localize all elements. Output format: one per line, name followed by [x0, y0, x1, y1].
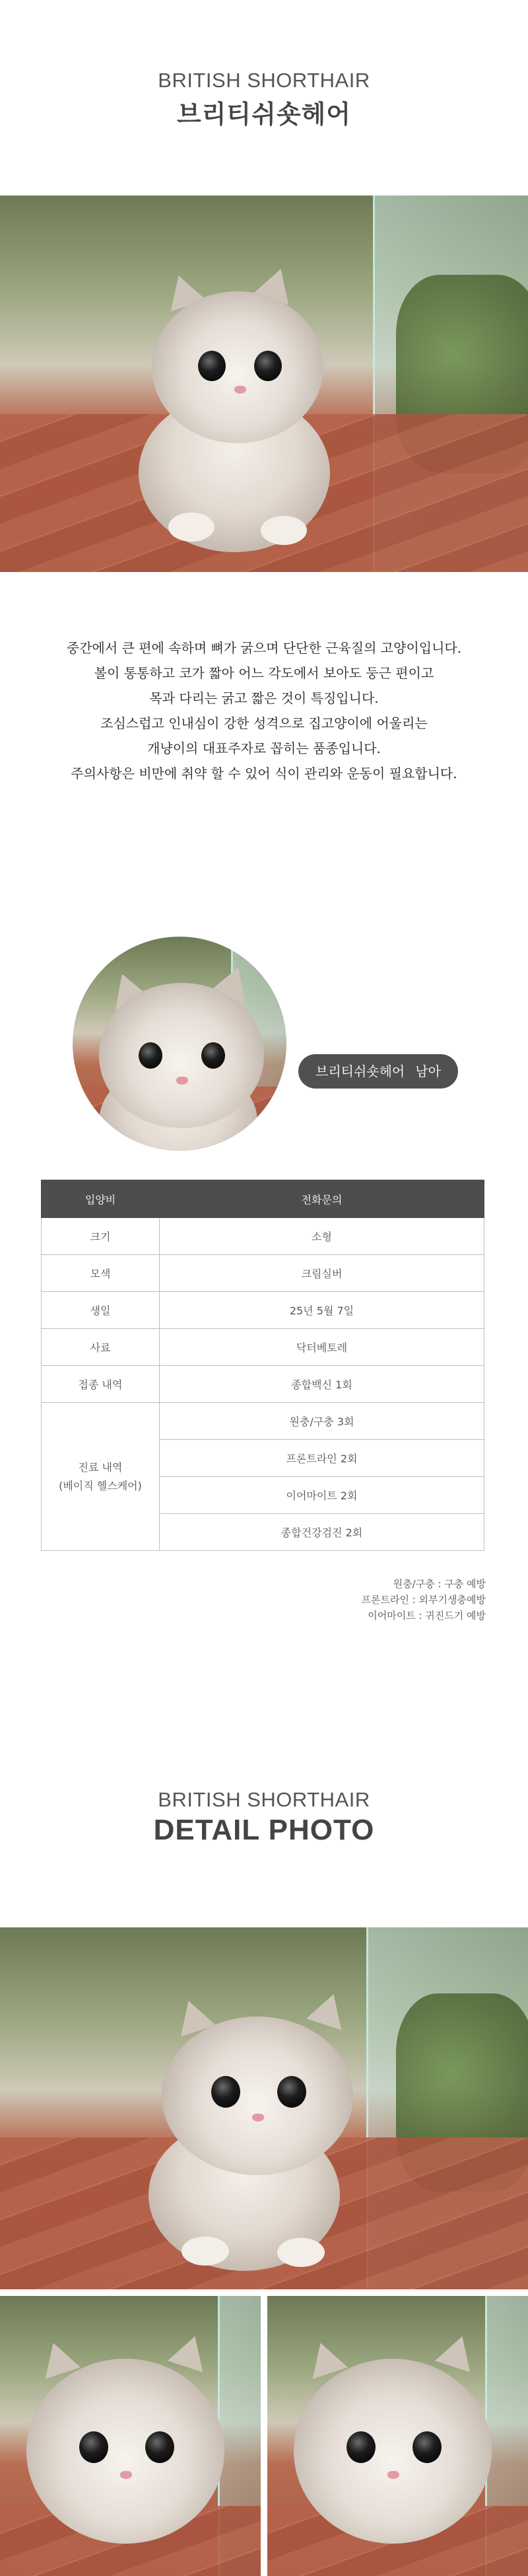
kitten-info-table — [41, 1180, 484, 1551]
row-value: 소형 — [160, 1218, 484, 1255]
care-history-label-line1: 진료 내역 — [78, 1460, 123, 1474]
breed-description — [0, 635, 528, 786]
care-item: 이어마이트 2회 — [160, 1477, 484, 1514]
detail-kitten-photo-left — [0, 2296, 261, 2576]
table-row — [42, 1366, 484, 1403]
sex-label: 남아 — [415, 1063, 441, 1079]
note-line: 이어마이트 : 귀진드기 예방 — [368, 1610, 486, 1622]
care-history-label — [42, 1403, 160, 1551]
hero-kitten-photo — [0, 196, 528, 572]
description-line: 조심스럽고 인내심이 강한 성격으로 집고양이에 어울리는 — [100, 715, 428, 731]
row-label: 생일 — [42, 1292, 160, 1329]
breed-sex-badge — [298, 1054, 458, 1089]
care-item: 원충/구충 3회 — [160, 1403, 484, 1440]
row-value: 크림실버 — [160, 1255, 484, 1292]
row-label: 접종 내역 — [42, 1366, 160, 1403]
profile-kitten-photo — [73, 937, 286, 1151]
row-value: 25년 5월 7일 — [160, 1292, 484, 1329]
page-title: 브리티쉬숏헤어 — [177, 100, 351, 129]
care-notes — [362, 1576, 486, 1624]
description-line: 개냥이의 대표주자로 꼽히는 품종입니다. — [147, 740, 381, 756]
table-row — [42, 1292, 484, 1329]
note-line: 프론트라인 : 외부기생충예방 — [361, 1594, 486, 1606]
note-line: 원충/구충 : 구충 예방 — [393, 1578, 486, 1590]
adoption-fee-value: 전화문의 — [160, 1180, 484, 1218]
breed-english-subtitle: BRITISH SHORTHAIR — [158, 69, 370, 92]
care-item: 프론트라인 2회 — [160, 1440, 484, 1477]
table-row — [42, 1255, 484, 1292]
care-item: 종합건강검진 2회 — [160, 1514, 484, 1551]
detail-english-subtitle: BRITISH SHORTHAIR — [158, 1788, 370, 1811]
row-label: 모색 — [42, 1255, 160, 1292]
row-value: 닥터베토레 — [160, 1329, 484, 1366]
description-line: 볼이 통통하고 코가 짧아 어느 각도에서 보아도 둥근 편이고 — [94, 665, 434, 681]
detail-kitten-photo-large — [0, 1927, 528, 2289]
adoption-fee-label: 입양비 — [42, 1180, 160, 1218]
description-line: 목과 다리는 굵고 짧은 것이 특징입니다. — [149, 690, 379, 706]
care-history-label-line2: (베이직 헬스케어) — [59, 1479, 142, 1492]
detail-kitten-photo-right — [267, 2296, 528, 2576]
row-label: 크기 — [42, 1218, 160, 1255]
row-label: 사료 — [42, 1329, 160, 1366]
breed-name: 브리티쉬숏헤어 — [315, 1063, 405, 1079]
row-value: 종합백신 1회 — [160, 1366, 484, 1403]
table-header-row — [42, 1180, 484, 1218]
description-line: 중간에서 큰 편에 속하며 뼈가 굵으며 단단한 근육질의 고양이입니다. — [66, 640, 462, 656]
table-row — [42, 1403, 484, 1440]
description-line: 주의사항은 비만에 취약 할 수 있어 식이 관리와 운동이 필요합니다. — [71, 766, 457, 781]
table-row — [42, 1329, 484, 1366]
table-row — [42, 1218, 484, 1255]
detail-photo-title: DETAIL PHOTO — [153, 1814, 375, 1846]
